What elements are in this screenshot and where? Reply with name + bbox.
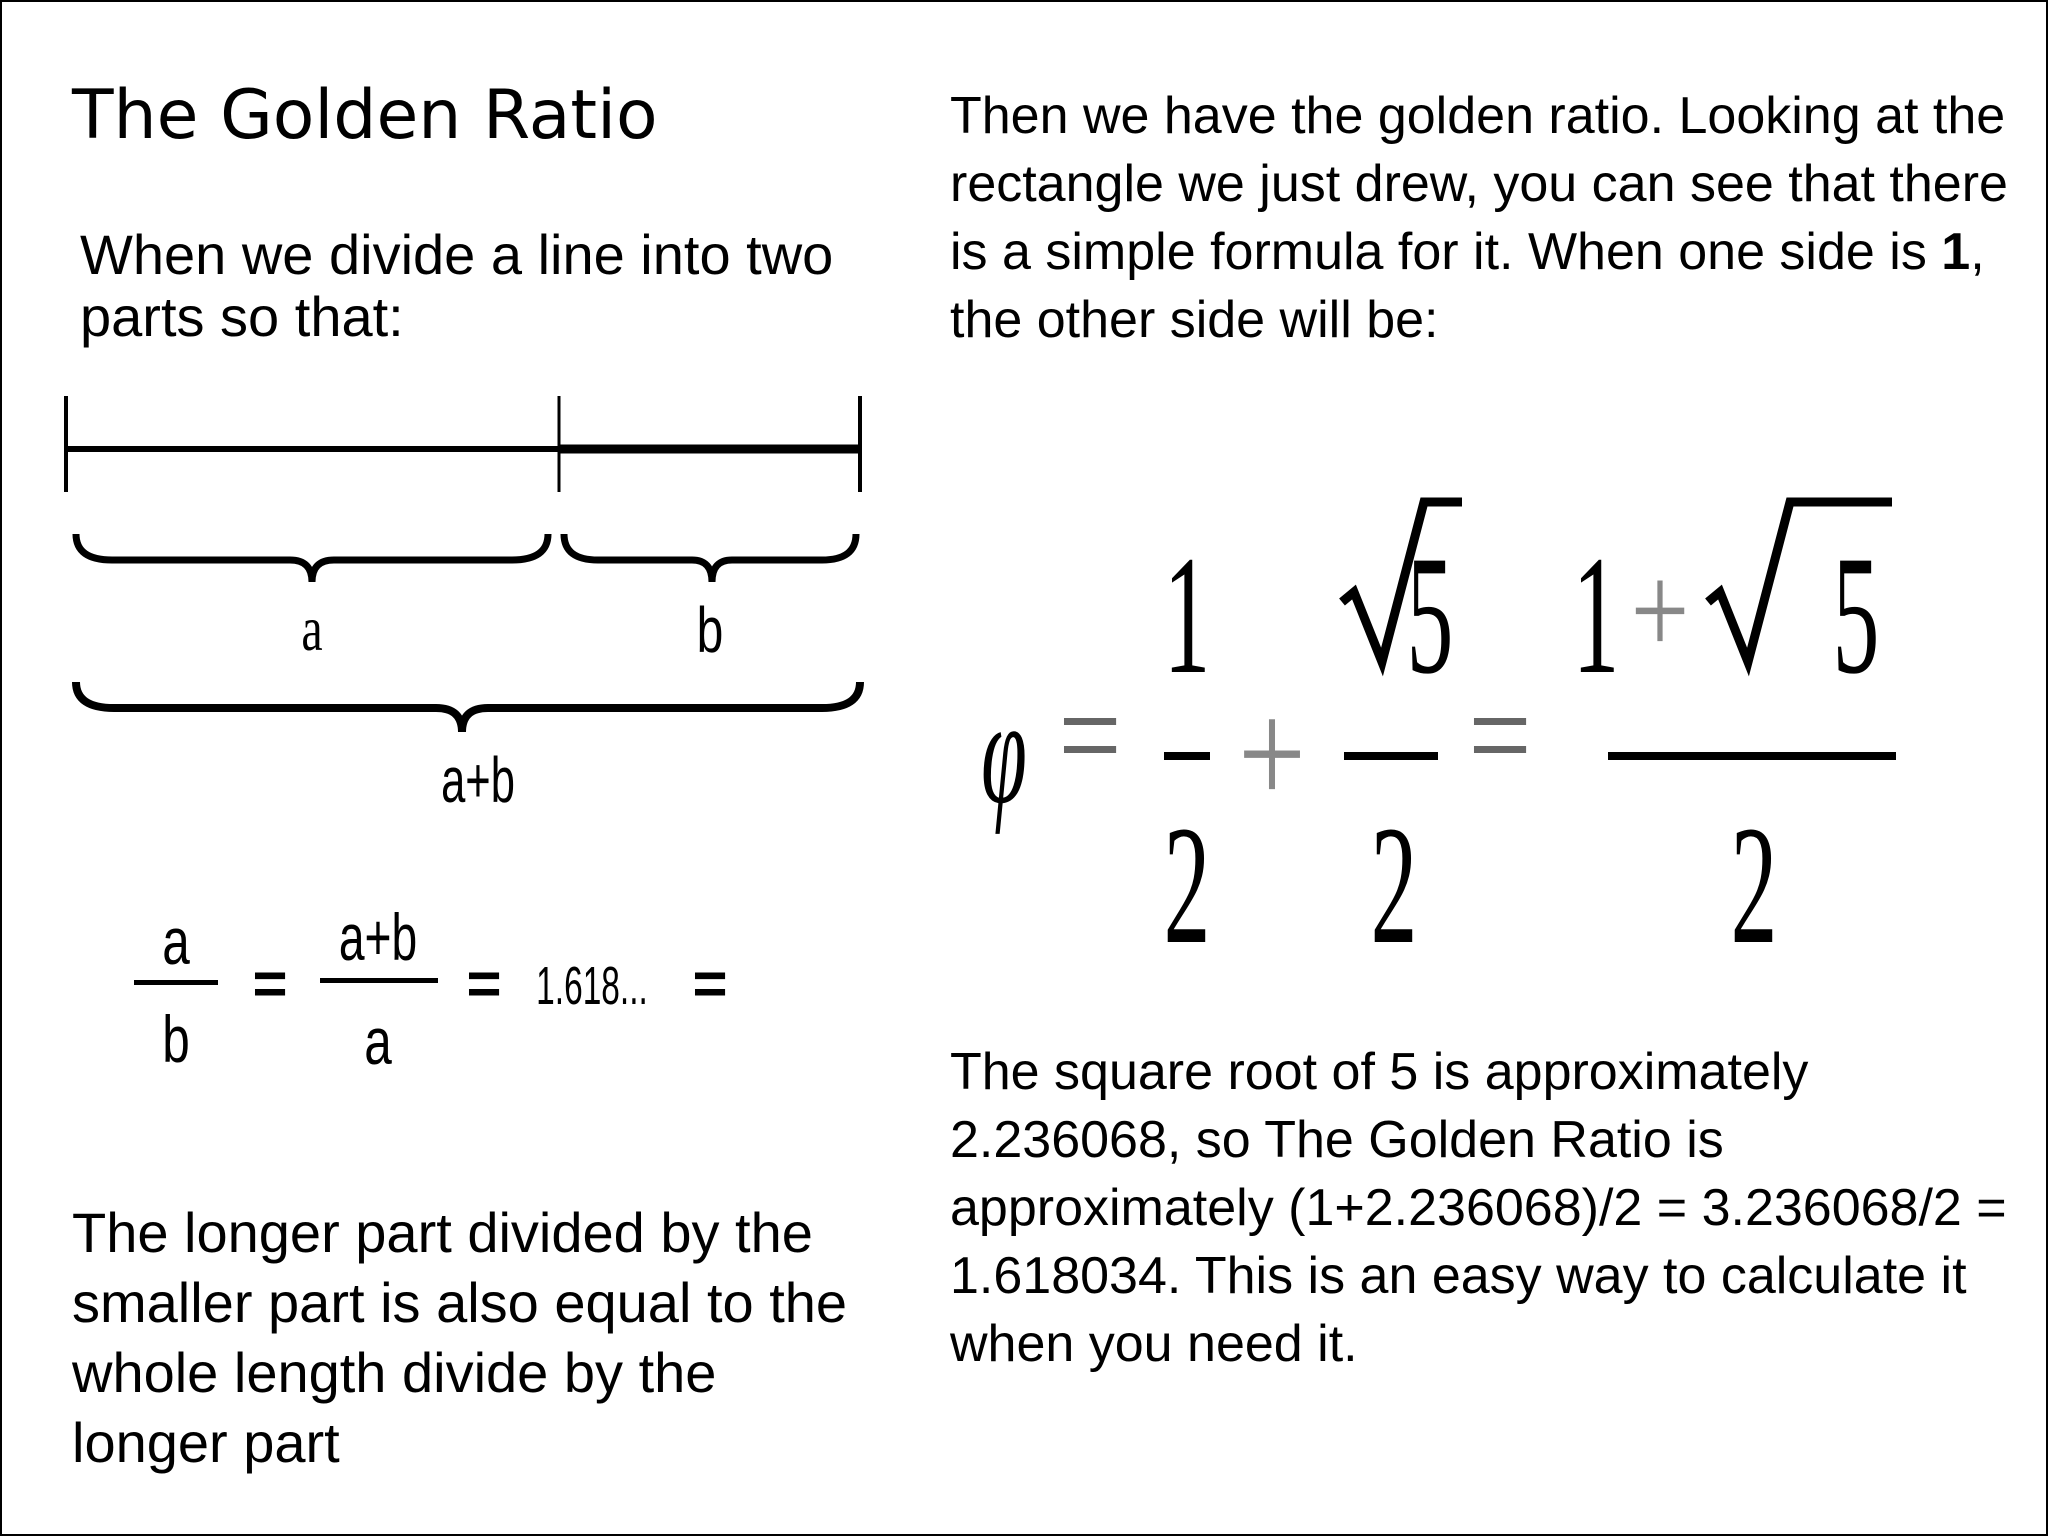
formula-term3-plus: +: [1630, 539, 1690, 683]
ratio-frac2-num: a+b: [338, 900, 418, 976]
ratio-value: 1.618...: [536, 954, 648, 1017]
ratio-eq2: =: [466, 950, 502, 1017]
formula-eq1: =: [1058, 658, 1122, 813]
golden-ratio-intro-text: [950, 82, 2010, 354]
ratio-frac1-den: b: [162, 1003, 190, 1077]
formula-eq2: =: [1468, 658, 1532, 813]
ratio-frac2-den: a: [364, 1005, 392, 1079]
ratio-eq3: =: [692, 950, 728, 1017]
conclusion-text: The longer part divided by the smaller part is also equal to the whole length divide by the longer part: [72, 1201, 848, 1474]
formula-term1-num: 1: [1163, 520, 1211, 710]
golden-ratio-formula: [942, 482, 1942, 980]
brace-sum: [76, 682, 860, 732]
ratio-equation: [112, 882, 762, 1082]
formula-term1-den: 2: [1163, 790, 1211, 980]
label-a: a: [301, 594, 323, 665]
formula-term2-den: 2: [1370, 790, 1418, 980]
formula-term1-bar: [1164, 752, 1210, 760]
right-text-bold-one: 1: [1941, 223, 1971, 281]
formula-term3-bar: [1608, 752, 1896, 760]
formula-phi: φ: [981, 669, 1027, 836]
line-division-diagram: [2, 382, 902, 832]
formula-term2-num: 5: [1406, 520, 1454, 710]
right-text-part-1: Then we have the golden ratio. Looking at the rectangle we just drew, you can see that there is a simple formula for it. When one side is: [950, 87, 2008, 281]
formula-term3-den: 2: [1730, 790, 1778, 980]
right-text-part-2: , the other side will be:: [950, 223, 1985, 349]
label-sum: a+b: [441, 743, 515, 817]
label-b: b: [696, 594, 724, 666]
ratio-frac1-bar: [134, 980, 218, 985]
brace-b: [564, 534, 856, 582]
intro-text: When we divide a line into two parts so that:: [80, 223, 834, 348]
formula-term3-root: 5: [1832, 520, 1880, 710]
formula-term3-one: 1: [1572, 520, 1620, 710]
ratio-eq1: =: [252, 950, 288, 1017]
square-root-explanation: The square root of 5 is approximately 2.236068, so The Golden Ratio is approximately (1+2.236068)/2 = 3.236068/2 = 1.618034. This is an easy way to calculate it when you need it.: [950, 1043, 2007, 1373]
ratio-frac2-bar: [320, 978, 438, 983]
slide-title: The Golden Ratio: [72, 76, 658, 155]
brace-a: [76, 534, 548, 582]
ratio-frac1-num: a: [162, 905, 190, 979]
formula-term2-bar: [1344, 752, 1438, 760]
formula-plus: +: [1238, 671, 1306, 838]
